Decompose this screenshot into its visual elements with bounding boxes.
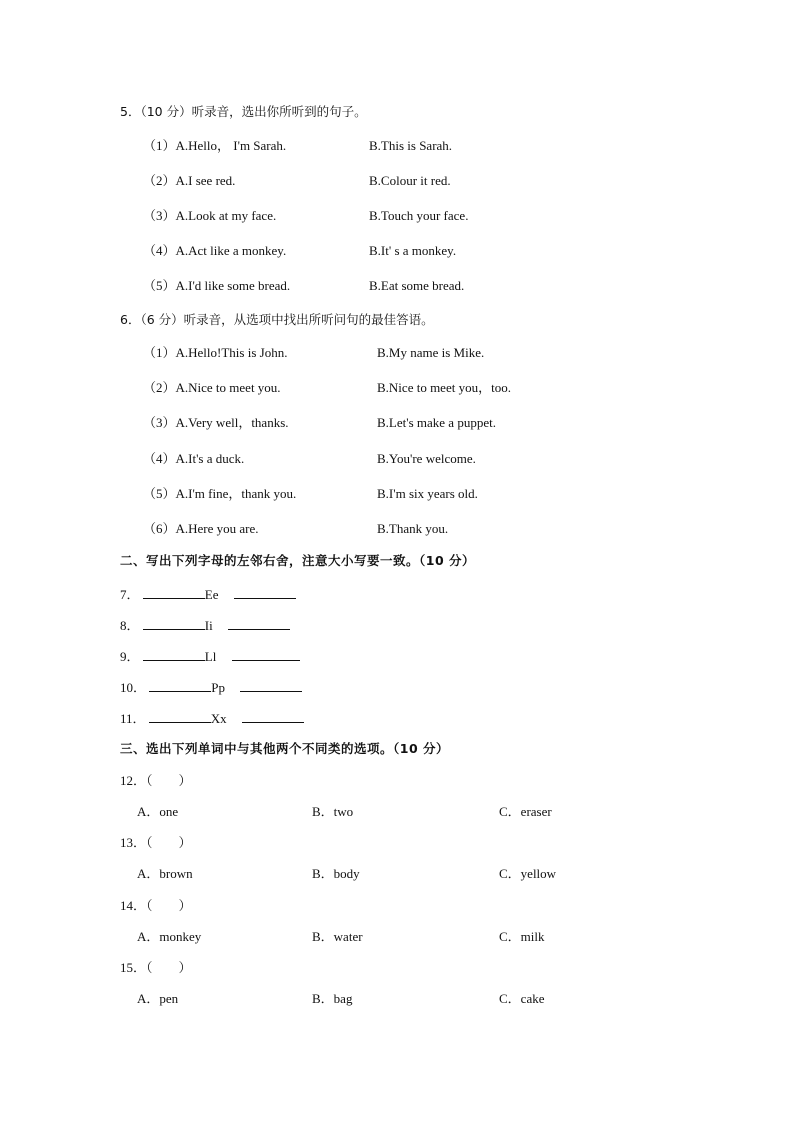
letter-item-8 [120,617,290,634]
letter-item-9 [120,648,300,665]
mcq-15-number: 15．（ ） [120,960,192,975]
section-2-title: 二、写出下列字母的左邻右舍，注意大小写要一致。（10 分） [120,553,475,568]
letter-pair: Ll [204,649,217,664]
mcq-12-option-c[interactable]: C．eraser [499,804,552,819]
q5-option-b-4: B.It' s a monkey. [369,243,457,258]
answer-blank-left[interactable] [149,679,211,692]
q5-option-b-3: B.Touch your face. [369,208,469,223]
mcq-14-number: 14．（ ） [120,898,192,913]
answer-blank-right[interactable] [228,617,290,630]
q6-option-a-3: （3）A.Very well，thanks. [143,415,289,430]
q6-option-a-1: （1）A.Hello!This is John. [143,345,288,360]
q5-option-b-5: B.Eat some bread. [369,278,465,293]
q6-option-a-4: （4）A.It's a duck. [143,451,245,466]
q5-option-a-4: （4）A.Act like a monkey. [143,243,287,258]
letter-item-11 [120,710,304,727]
question-5-title: 5．（10 分）听录音，选出你所听到的句子。 [120,104,367,119]
answer-blank-right[interactable] [240,679,302,692]
q5-option-a-2: （2）A.I see red. [143,173,236,188]
q6-option-b-1: B.My name is Mike. [377,345,485,360]
mcq-15-option-a[interactable]: A．pen [137,991,179,1006]
q5-option-a-5: （5）A.I'd like some bread. [143,278,291,293]
letter-pair: Ii [204,618,213,633]
q6-option-b-6: B.Thank you. [377,521,449,536]
q5-option-a-3: （3）A.Look at my face. [143,208,277,223]
answer-blank-right[interactable] [234,586,296,599]
q5-option-a-1: （1）A.Hello， I'm Sarah. [143,138,287,153]
mcq-13-option-c[interactable]: C．yellow [499,866,557,881]
answer-blank-left[interactable] [143,648,205,661]
q5-option-b-1: B.This is Sarah. [369,138,453,153]
answer-blank-right[interactable] [232,648,300,661]
q6-option-b-2: B.Nice to meet you，too. [377,380,511,395]
letter-item-10 [120,679,302,696]
q6-option-a-5: （5）A.I'm fine，thank you. [143,486,297,501]
question-6-title: 6．（6 分）听录音，从选项中找出所听问句的最佳答语。 [120,312,434,327]
letter-pair: Pp [211,680,225,695]
mcq-15-option-c[interactable]: C．cake [499,991,545,1006]
q6-option-b-3: B.Let's make a puppet. [377,415,496,430]
answer-blank-left[interactable] [149,710,211,723]
q6-option-b-5: B.I'm six years old. [377,486,478,501]
mcq-15-option-b[interactable]: B．bag [312,991,353,1006]
letter-item-7 [120,586,296,603]
q6-option-b-4: B.You're welcome. [377,451,476,466]
letter-pair: Ee [204,587,219,602]
item-number: 9． [120,649,140,664]
answer-blank-left[interactable] [143,617,205,630]
item-number: 10． [120,680,147,695]
mcq-13-number: 13．（ ） [120,835,192,850]
answer-blank-left[interactable] [143,586,205,599]
q5-option-b-2: B.Colour it red. [369,173,451,188]
item-number: 7． [120,587,140,602]
answer-blank-right[interactable] [242,710,304,723]
item-number: 8． [120,618,140,633]
mcq-14-option-b[interactable]: B．water [312,929,363,944]
item-number: 11． [120,711,146,726]
mcq-12-number: 12．（ ） [120,773,192,788]
mcq-14-option-c[interactable]: C．milk [499,929,545,944]
q6-option-a-6: （6）A.Here you are. [143,521,259,536]
section-3-title: 三、选出下列单词中与其他两个不同类的选项。（10 分） [120,741,449,756]
mcq-12-option-b[interactable]: B．two [312,804,354,819]
q6-option-a-2: （2）A.Nice to meet you. [143,380,281,395]
mcq-14-option-a[interactable]: A．monkey [137,929,202,944]
mcq-12-option-a[interactable]: A．one [137,804,179,819]
mcq-13-option-a[interactable]: A．brown [137,866,193,881]
letter-pair: Xx [210,711,227,726]
mcq-13-option-b[interactable]: B．body [312,866,360,881]
